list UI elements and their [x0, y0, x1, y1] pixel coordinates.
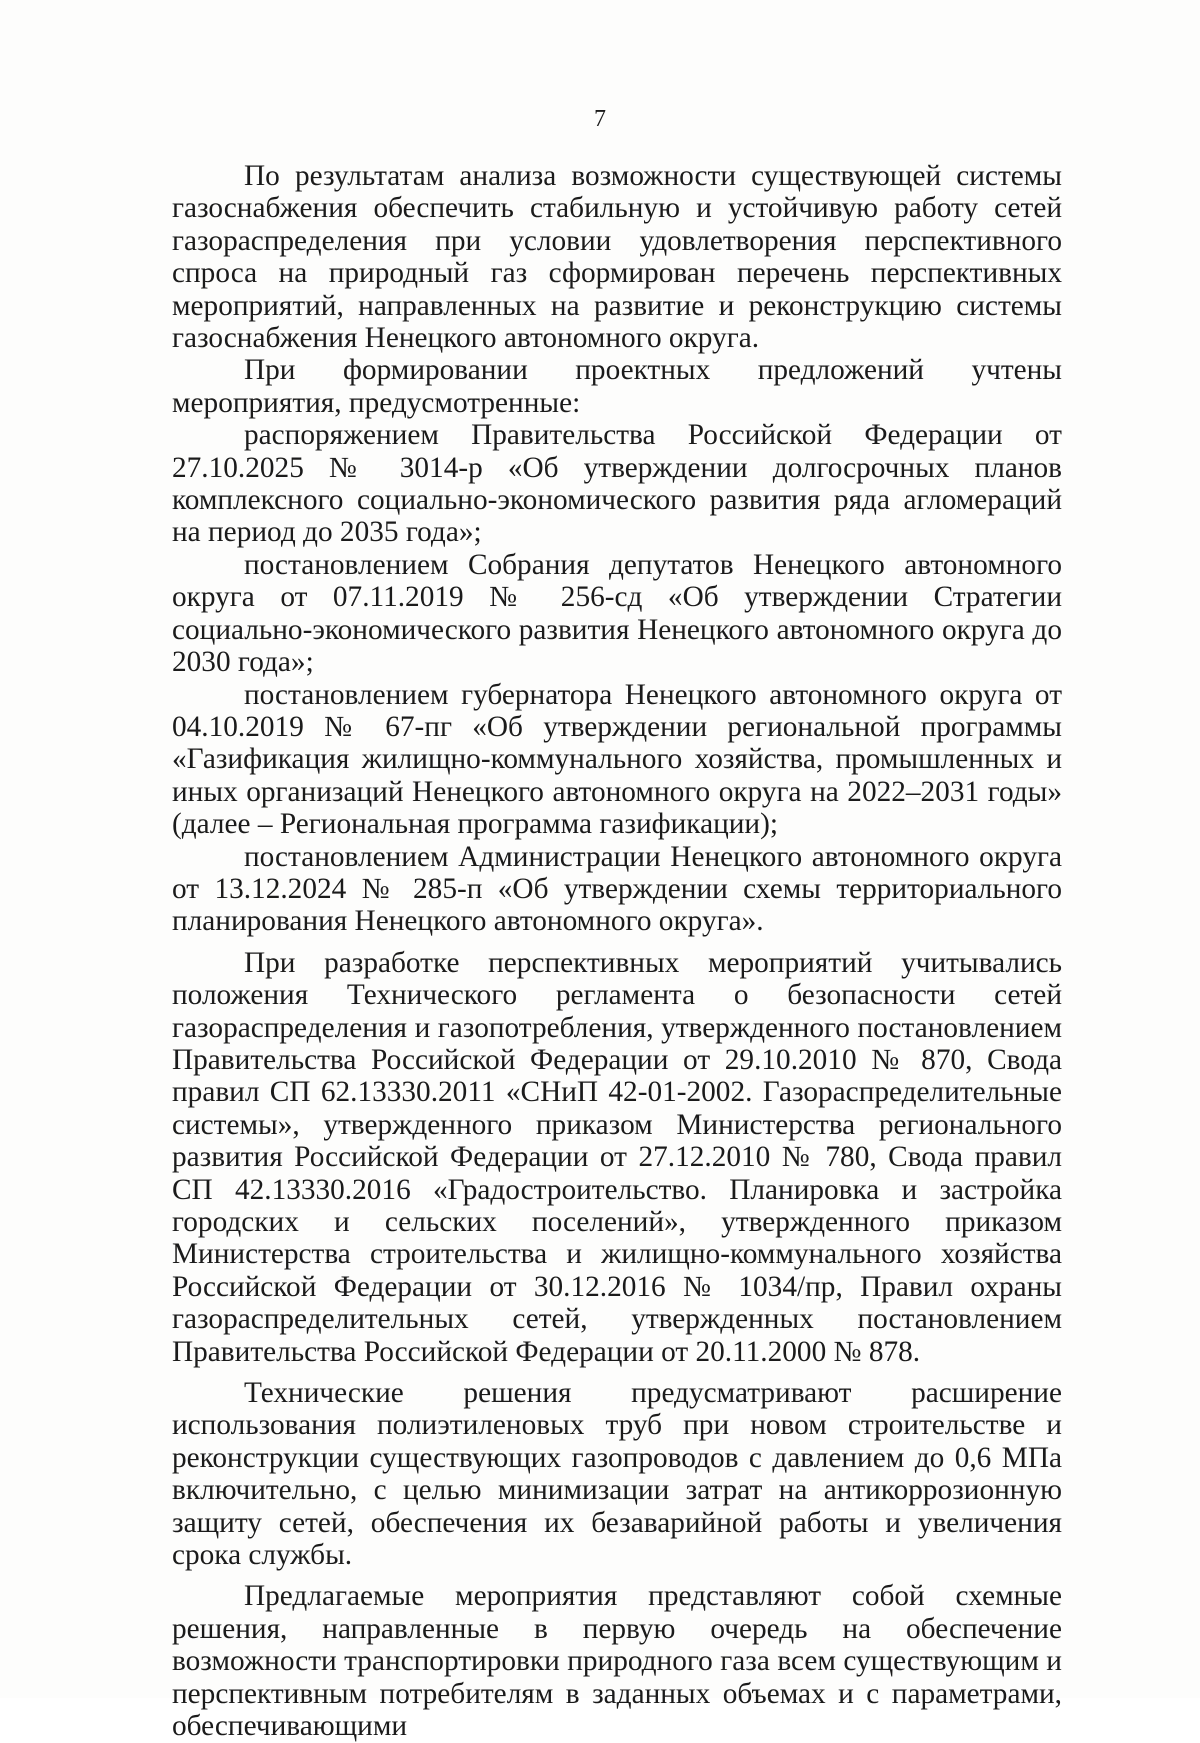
paragraph-deputies-resolution: постановлением Собрания депутатов Ненецкого автономного округа от 07.11.2019 № 256-сд «Об утверждении Стратегии социально-экономического развития Ненецкого автономного округа до 2030 года»;	[172, 548, 1062, 679]
paragraph-governor-resolution: постановлением губернатора Ненецкого автономного округа от 04.10.2019 № 67-пг «Об утверждении региональной программы «Газификация жилищно-коммунального хозяйства, промышленных и иных организаций Ненецкого автономного округа на 2022–2031 годы» (далее – Региональная программа газификации);	[172, 678, 1062, 841]
page-number: 7	[594, 106, 606, 132]
paragraph-technical-solutions: Технические решения предусматривают расширение использования полиэтиленовых труб при новом строительстве и реконструкции существующих газопроводов с давлением до 0,6 МПа включительно, с целью минимизации затрат на антикоррозионную защиту сетей, обеспечения их безаварийной работы и увеличения срока службы.	[172, 1377, 1062, 1572]
paragraph-administration-resolution: постановлением Администрации Ненецкого автономного округа от 13.12.2024 № 285-п «Об утверждении схемы территориального планирования Ненецкого автономного округа».	[172, 840, 1062, 938]
paragraph-government-order: распоряжением Правительства Российской Федерации от 27.10.2025 № 3014-р «Об утверждении долгосрочных планов комплексного социально-экономического развития ряда агломераций на период до 2035 года»;	[172, 419, 1062, 549]
paragraph-project-proposals: При формировании проектных предложений учтены мероприятия, предусмотренные:	[172, 354, 1062, 419]
paragraph-analysis-results: По результатам анализа возможности существующей системы газоснабжения обеспечить стабильную и устойчивую работу сетей газораспределения при условии удовлетворения перспективного спроса на природный газ сформирован перечень перспективных мероприятий, направленных на развитие и реконструкцию системы газоснабжения Ненецкого автономного округа.	[172, 160, 1062, 355]
paragraph-proposed-measures: Предлагаемые мероприятия представляют собой схемные решения, направленные в первую очередь на обеспечение возможности транспортировки природного газа всем существующим и перспективным потребителям в заданных объемах и с параметрами, обеспечивающими	[172, 1580, 1062, 1743]
paragraph-regulations: При разработке перспективных мероприятий учитывались положения Технического регламента о безопасности сетей газораспределения и газопотребления, утвержденного постановлением Правительства Российской Федерации от 29.10.2010 № 870, Свода правил СП 62.13330.2011 «СНиП 42-01-2002. Газораспределительные системы», утвержденного приказом Министерства регионального развития Российской Федерации от 27.12.2010 № 780, Свода правил СП 42.13330.2016 «Градостроительство. Планировка и застройка городских и сельских поселений», утвержденного приказом Министерства строительства и жилищно-коммунального хозяйства Российской Федерации от 30.12.2016 № 1034/пр, Правил охраны газораспределительных сетей, утвержденных постановлением Правительства Российской Федерации от 20.11.2000 № 878.	[172, 946, 1062, 1368]
document-body	[172, 160, 1062, 1743]
